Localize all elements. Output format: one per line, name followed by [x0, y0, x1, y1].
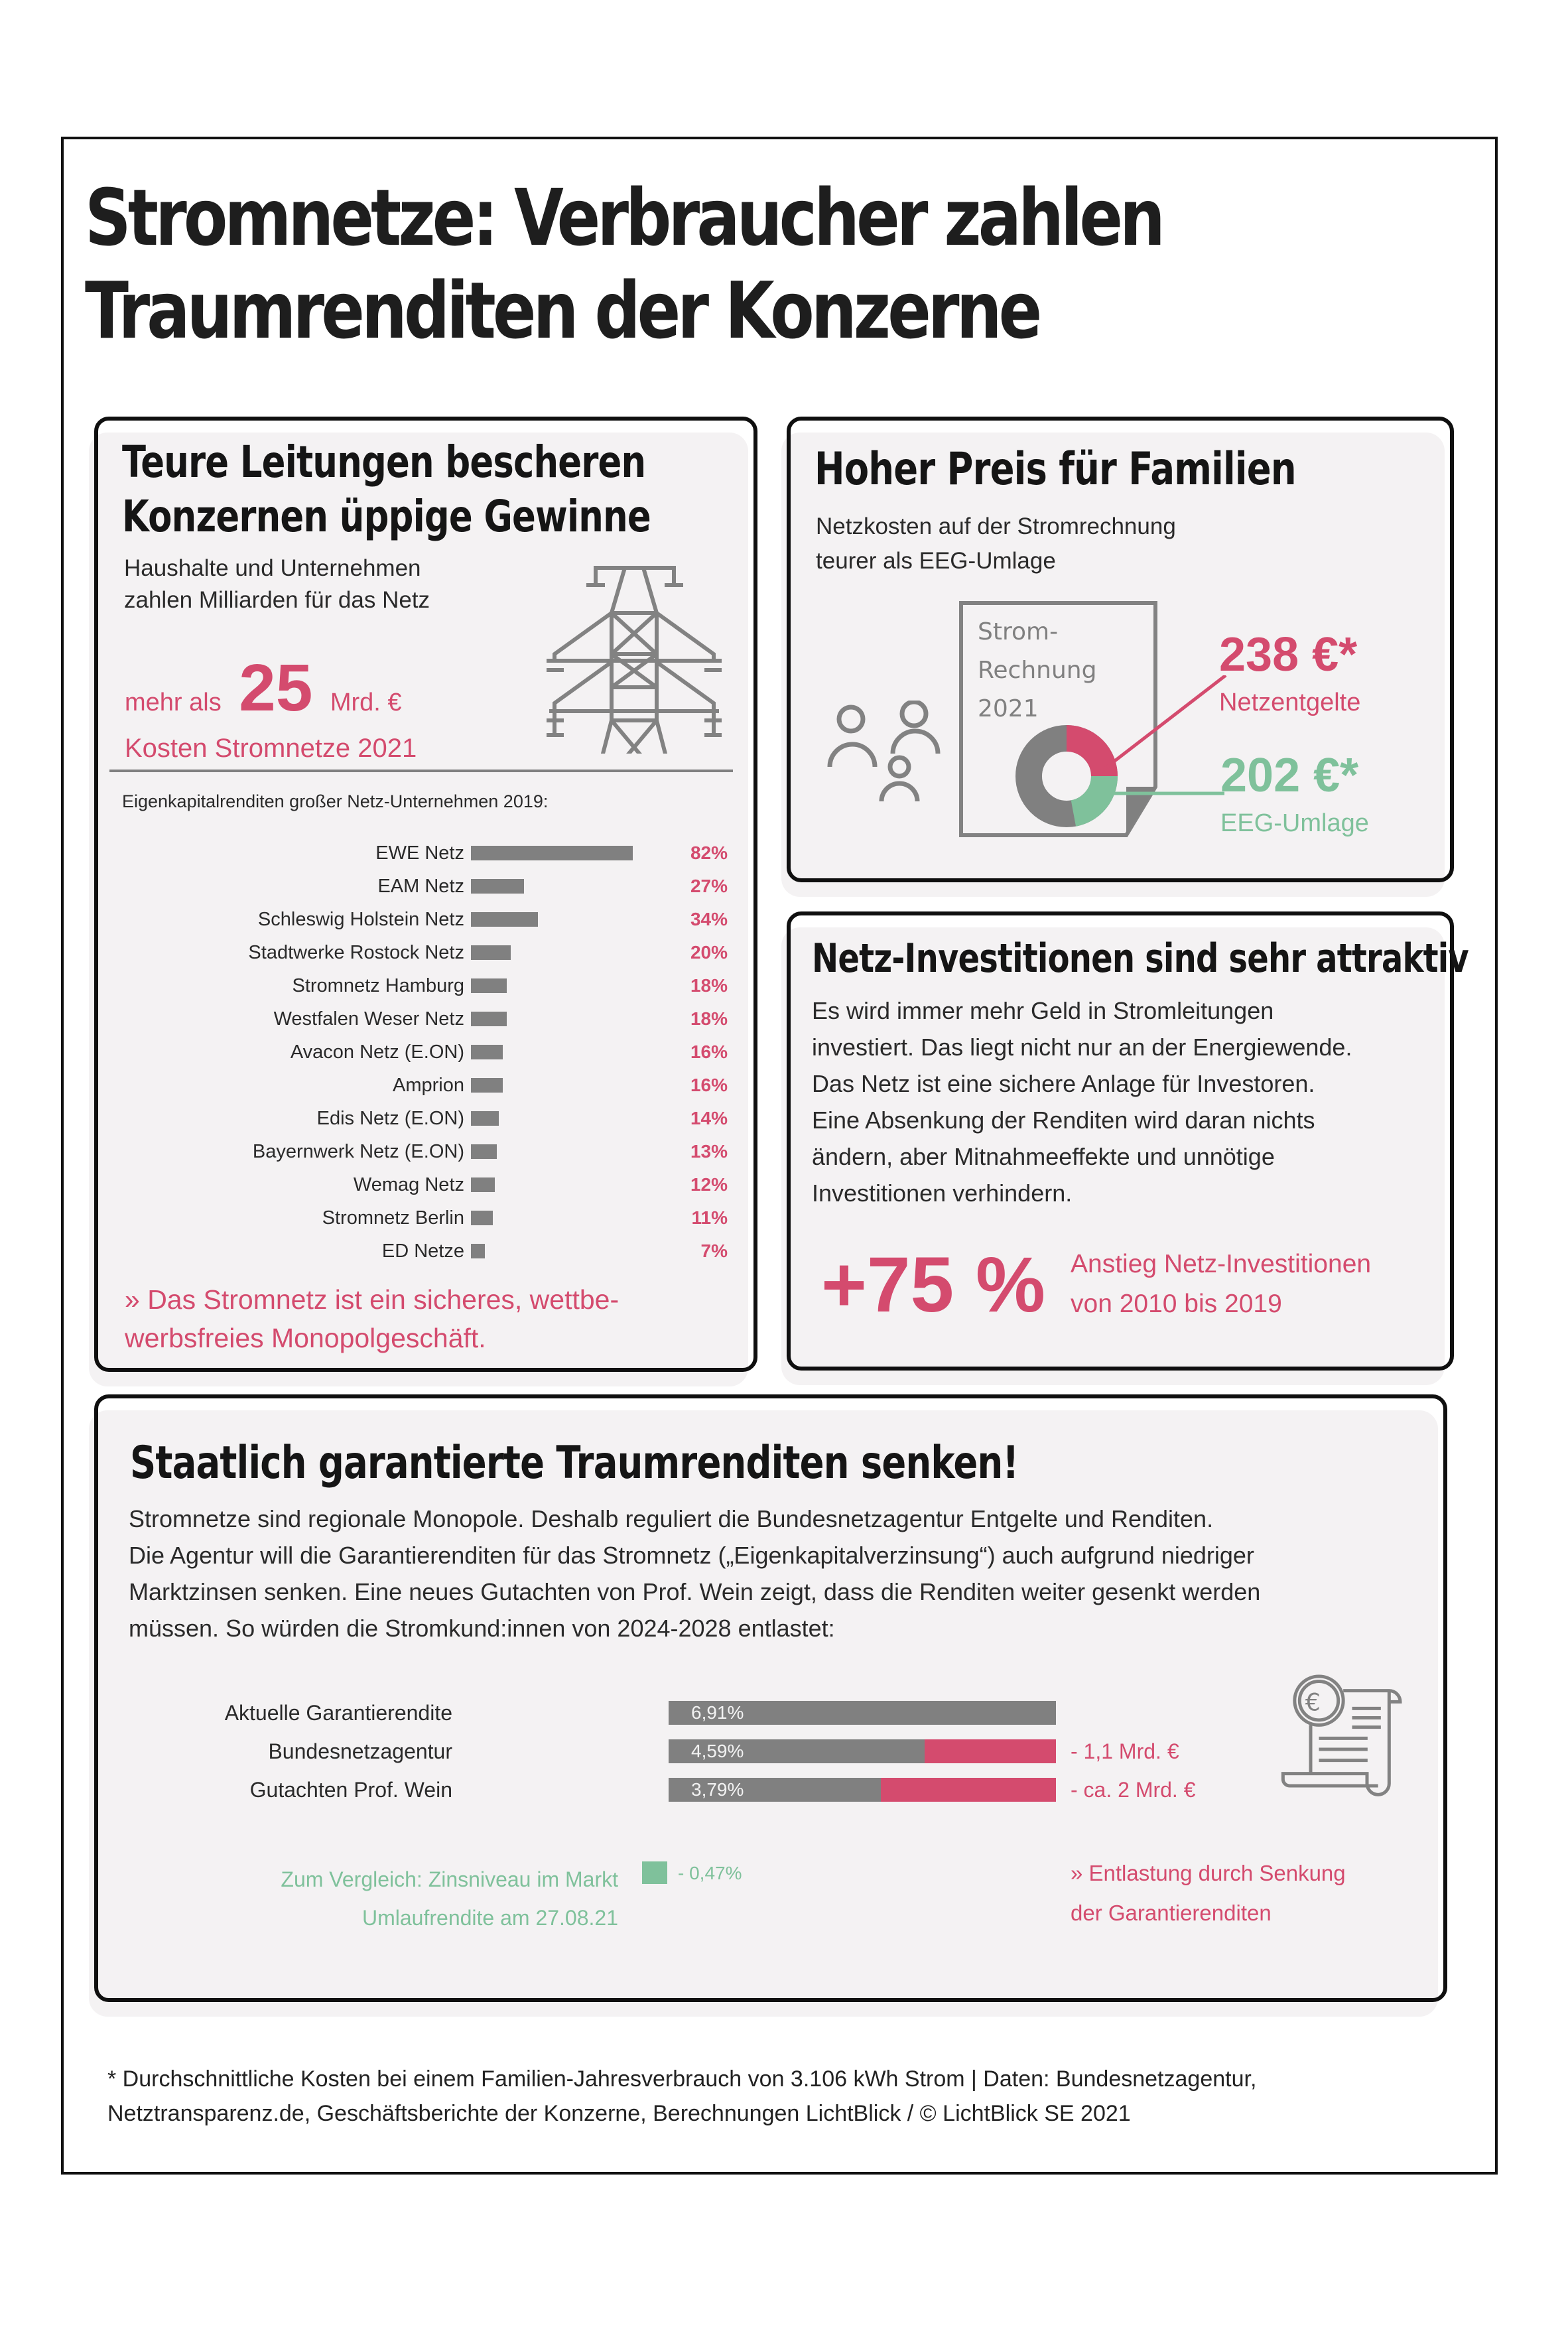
page-title-line-2: Traumrenditen der Konzerne: [85, 265, 1039, 356]
panel-investments: [787, 911, 1469, 1371]
footnote: * Durchschnittliche Kosten bei einem Familien-Jahresverbrauch von 3.106 kWh Strom | Daten: Bundesnetzagentur, Netztransparenz.de, Geschäftsberichte der Konzerne, Berechnungen LichtBlick / © LichtBlick SE 2021: [107, 2066, 1257, 2126]
cost-prefix: mehr als: [125, 689, 222, 716]
donut-chart-icon: [1029, 738, 1104, 814]
chart-title: Eigenkapitalrenditen großer Netz-Unternehmen 2019:: [122, 791, 549, 811]
bar-row: EWE Netz 82%: [375, 842, 728, 864]
bar-row: ED Netze 7%: [381, 1241, 728, 1262]
netz-value: 238 €*: [1219, 628, 1358, 681]
bar-row: Gutachten Prof. Wein 3,79% - ca. 2 Mrd. €: [249, 1778, 1196, 1802]
netz-label: Netzentgelte: [1219, 689, 1361, 716]
cost-unit: Mrd. €: [330, 689, 402, 716]
eeg-label: EEG-Umlage: [1220, 809, 1369, 837]
panel-families-subtitle: Netzkosten auf der Stromrechnung teurer als EEG-Umlage: [816, 513, 1176, 574]
panel-lower-returns-body: Stromnetze sind regionale Monopole. Deshalb reguliert die Bundesnetzagentur Entgelte und Renditen. Die Agentur will die Garantierenditen für das Stromnetz („Eigenkapitalverzinsung“) auch aufgrund niedriger Marktzinsen senken. Eine neues Gutachten von Prof. Wein zeigt, dass die Renditen weiter gesenkt werden müssen. So würden die Stromkund:innen von 2024-2028 entlastet:: [129, 1505, 1261, 1642]
bar-row: Stadtwerke Rostock Netz 20%: [248, 942, 728, 963]
svg-text:Rechnung: Rechnung: [978, 657, 1097, 684]
relief-note: » Entlastung durch Senkung der Garantierenditen: [1071, 1861, 1346, 1925]
investment-growth-value: +75 %: [821, 1241, 1045, 1329]
cost-highlight: [125, 650, 402, 723]
svg-text:2021: 2021: [978, 695, 1039, 722]
panel-lower-returns-heading: Staatlich garantierte Traumrenditen senken!: [130, 1437, 1019, 1489]
panel-lower-returns: [94, 1394, 1447, 2002]
panel-families-heading: Hoher Preis für Familien: [815, 443, 1296, 496]
panel-investments-heading: Netz-Investitionen sind sehr attraktiv: [812, 935, 1469, 982]
panel-profits-subtitle: Haushalte und Unternehmen zahlen Milliarden für das Netz: [124, 555, 430, 613]
bar-row: Avacon Netz (E.ON) 16%: [290, 1041, 728, 1063]
euro-receipt-icon: [1264, 1673, 1423, 1806]
bar-row: Schleswig Holstein Netz 34%: [257, 909, 728, 930]
panel-investments-body: Es wird immer mehr Geld in Stromleitungen investiert. Das liegt nicht nur an der Energiewende. Das Netz ist eine sichere Anlage für Investoren. Eine Absenkung der Renditen wird daran nichts ändern, aber Mitnahmeeffekte und unnötige Investitionen verhindern.: [812, 997, 1352, 1207]
panel-profits: [94, 417, 757, 1372]
svg-text:Strom-: Strom-: [978, 618, 1059, 645]
bar-row: Bayernwerk Netz (E.ON) 13%: [252, 1141, 728, 1162]
cost-caption: Kosten Stromnetze 2021: [125, 734, 417, 763]
market-rate-value: - 0,47%: [678, 1863, 742, 1883]
eeg-value: 202 €*: [1220, 749, 1359, 802]
page-title: [85, 171, 1173, 357]
bar-row: Stromnetz Berlin 11%: [322, 1207, 728, 1229]
bar-row: Stromnetz Hamburg 18%: [292, 975, 728, 996]
family-icon: [826, 701, 946, 813]
bar-row: Bundesnetzagentur 4,59% - 1,1 Mrd. €: [268, 1739, 1179, 1763]
bar-row: Wemag Netz 12%: [353, 1174, 728, 1195]
bar-row: Amprion 16%: [393, 1075, 728, 1096]
panel-families: [787, 417, 1454, 882]
panel-profits-heading: Teure Leitungen bescheren Konzernen üppige Gewinne: [122, 437, 651, 542]
bar-row: Westfalen Weser Netz 18%: [273, 1008, 728, 1030]
bar-row: EAM Netz 27%: [377, 876, 728, 897]
investment-growth-caption: Anstieg Netz-Investitionen von 2010 bis 2019: [1071, 1250, 1372, 1318]
bar-row: Aktuelle Garantierendite 6,91%: [94, 1701, 1288, 1727]
svg-text:€: €: [1305, 1688, 1321, 1717]
bar-row: Edis Netz (E.ON) 14%: [316, 1108, 728, 1129]
power-pylon-icon: [537, 561, 736, 754]
divider-line: [109, 770, 733, 772]
cost-big-number: 25: [239, 651, 313, 725]
page-title-line-1: Stromnetze: Verbraucher zahlen: [85, 172, 1162, 263]
panel-profits-conclusion: » Das Stromnetz ist ein sicheres, wettbe- werbsfreies Monopolgeschäft.: [125, 1284, 620, 1353]
market-comparison-label: Zum Vergleich: Zinsniveau im Markt Umlaufrendite am 27.08.21: [281, 1867, 618, 1930]
market-rate-bar: [642, 1861, 667, 1884]
